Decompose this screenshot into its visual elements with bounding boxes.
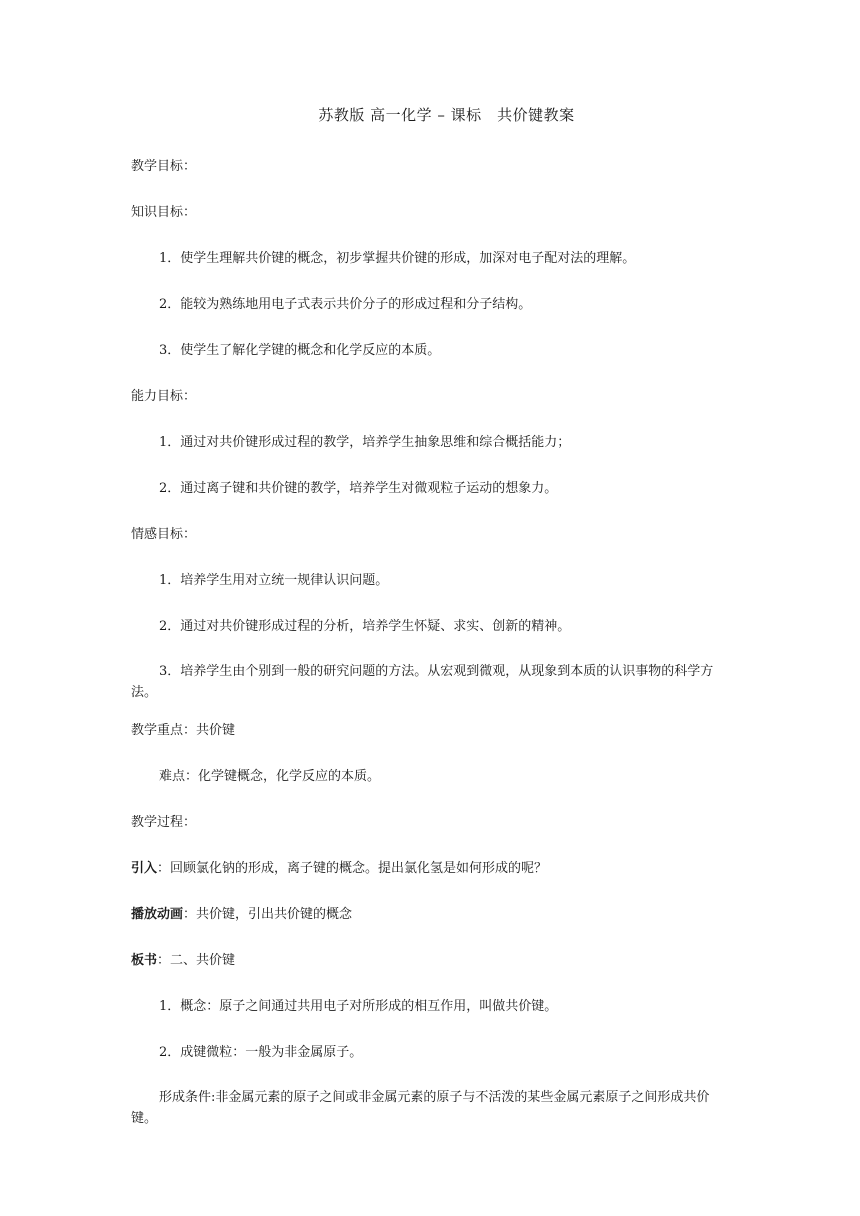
paragraph: [131, 765, 732, 789]
paragraph-text: 难点：化学键概念，化学反应的本质。: [159, 769, 381, 784]
paragraph-lead: 引入: [131, 861, 158, 876]
paragraph: [131, 201, 732, 225]
paragraph-text: 教学过程：: [131, 815, 197, 830]
paragraph-text: 知识目标：: [131, 205, 197, 220]
paragraph-text: 2．能较为熟练地用电子式表示共价分子的形成过程和分子结构。: [159, 297, 532, 312]
document-body: [131, 155, 732, 1129]
paragraph-text: 2．成键微粒：一般为非金属原子。: [159, 1045, 363, 1060]
paragraph: [131, 523, 732, 547]
paragraph: [131, 949, 732, 973]
paragraph-text: 2．通过对共价键形成过程的分析，培养学生怀疑、求实、创新的精神。: [159, 619, 571, 634]
paragraph-lead: 播放动画: [131, 907, 184, 922]
paragraph-text: 3．使学生了解化学键的概念和化学反应的本质。: [159, 343, 441, 358]
paragraph-lead: 板书: [131, 953, 158, 968]
paragraph: [131, 719, 732, 743]
paragraph: [131, 155, 732, 179]
document-title: 苏教版 高一化学 – 课标 共价键教案: [318, 106, 575, 124]
paragraph-text: 1．使学生理解共价键的概念，初步掌握共价键的形成，加深对电子配对法的理解。: [159, 251, 636, 266]
paragraph: [131, 811, 732, 835]
paragraph-text: 1．通过对共价键形成过程的教学，培养学生抽象思维和综合概括能力；: [159, 435, 571, 450]
paragraph: [131, 477, 732, 501]
paragraph-text: ：回顾氯化钠的形成，离子键的概念。提出氯化氢是如何形成的呢？: [157, 861, 548, 876]
paragraph-text: 教学重点：共价键: [131, 723, 236, 738]
paragraph-text: ：共价键，引出共价键的概念: [183, 907, 353, 922]
paragraph: [131, 293, 732, 317]
paragraph-text: 1．概念：原子之间通过共用电子对所形成的相互作用，叫做共价键。: [159, 999, 558, 1014]
paragraph: [131, 661, 732, 703]
paragraph-text: 情感目标：: [131, 527, 197, 542]
paragraph-text: 2．通过离子键和共价键的教学，培养学生对微观粒子运动的想象力。: [159, 481, 558, 496]
paragraph: [131, 247, 732, 271]
paragraph: [131, 903, 732, 927]
paragraph-text: 形成条件:非金属元素的原子之间或非金属元素的原子与不活泼的某些金属元素原子之间形成共价键。: [131, 1090, 710, 1126]
paragraph: [131, 339, 732, 363]
paragraph: [131, 1087, 732, 1129]
paragraph: [131, 431, 732, 455]
paragraph: [131, 615, 732, 639]
paragraph-text: 教学目标：: [131, 159, 197, 174]
paragraph: [131, 569, 732, 593]
paragraph-text: 1．培养学生用对立统一规律认识问题。: [159, 573, 389, 588]
paragraph: [131, 995, 732, 1019]
paragraph: [131, 857, 732, 881]
paragraph: [131, 1041, 732, 1065]
paragraph-text: ：二、共价键: [157, 953, 236, 968]
paragraph-text: 能力目标：: [131, 389, 197, 404]
paragraph: [131, 385, 732, 409]
paragraph-text: 3．培养学生由个别到一般的研究问题的方法。从宏观到微观，从现象到本质的认识事物的科学方法。: [131, 664, 714, 700]
